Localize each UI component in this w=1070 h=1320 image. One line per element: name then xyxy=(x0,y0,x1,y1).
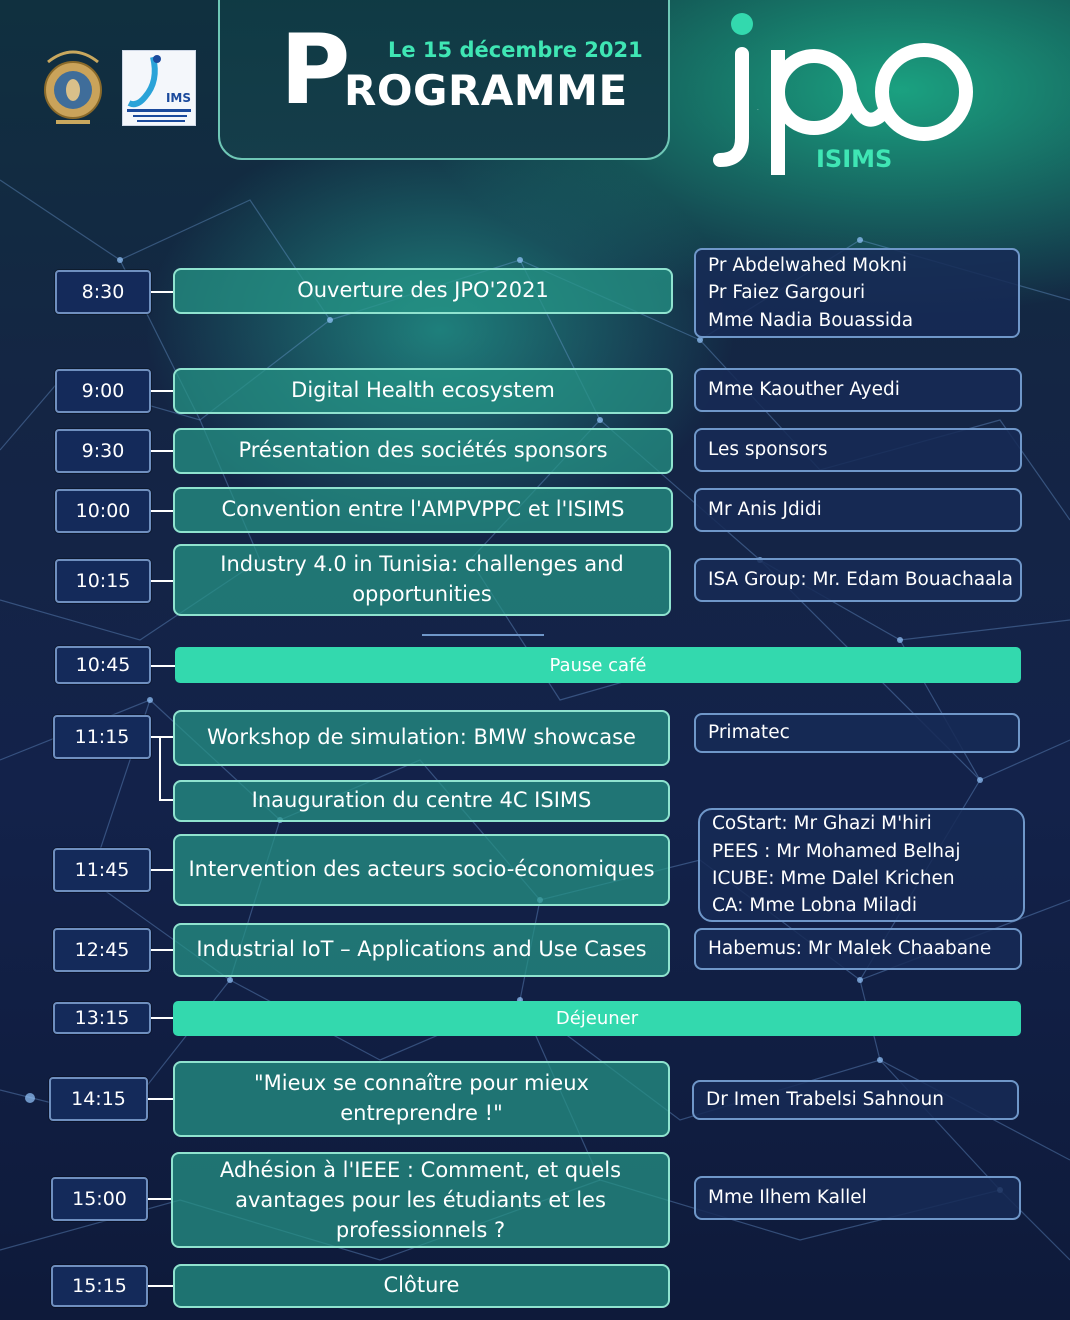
connector-line xyxy=(151,736,173,738)
speaker-box xyxy=(694,248,1020,338)
connector-line xyxy=(148,1098,173,1100)
speaker-name: Mme Nadia Bouassida xyxy=(708,309,914,331)
event-item: Inauguration du centre 4C ISIMS xyxy=(173,780,670,822)
event-item: Industrial IoT – Applications and Use Cases xyxy=(173,923,670,977)
speaker-box xyxy=(692,1080,1019,1120)
time-slot: 10:45 xyxy=(55,646,151,684)
connector-line xyxy=(151,665,175,667)
speaker-box xyxy=(694,928,1022,970)
event-item: Ouverture des JPO'2021 xyxy=(173,268,673,314)
time-slot: 14:15 xyxy=(49,1077,148,1121)
speaker-name: Primatec xyxy=(708,722,790,744)
jpo-logo-text: jpo xyxy=(757,110,759,111)
university-seal-logo xyxy=(40,42,106,128)
time-slot: 12:45 xyxy=(53,928,151,972)
speaker-box xyxy=(694,1176,1021,1220)
time-slot: 15:15 xyxy=(51,1265,148,1307)
speaker-name: Les sponsors xyxy=(708,439,828,461)
time-slot: 9:30 xyxy=(55,429,151,473)
connector-line xyxy=(148,1285,173,1287)
connector-line xyxy=(151,869,173,871)
event-item xyxy=(173,1061,670,1137)
title-initial: P xyxy=(280,14,351,126)
speaker-box xyxy=(694,713,1020,753)
time-slot: 9:00 xyxy=(55,369,151,413)
speaker-name: Mr Anis Jdidi xyxy=(708,499,822,521)
time-slot: 10:15 xyxy=(55,559,151,603)
speaker-name: Mme Kaouther Ayedi xyxy=(708,379,900,401)
lunch-break-bar: Déjeuner xyxy=(173,1001,1021,1036)
connector-line xyxy=(151,949,173,951)
time-slot: 11:45 xyxy=(53,848,151,892)
connector-line xyxy=(151,1017,173,1019)
event-line: professionnels ? xyxy=(335,1218,506,1243)
jpo-subtitle: ISIMS xyxy=(816,145,893,173)
event-item: Clôture xyxy=(173,1264,670,1308)
speaker-name: Mme Ilhem Kallel xyxy=(708,1187,867,1209)
speaker-box xyxy=(698,808,1025,922)
event-item: Présentation des sociétés sponsors xyxy=(173,428,673,474)
event-item xyxy=(171,1152,670,1248)
divider xyxy=(422,634,544,636)
speaker-name: Habemus: Mr Malek Chaabane xyxy=(708,938,992,960)
speaker-box xyxy=(694,368,1022,412)
speaker-name: ICUBE: Mme Dalel Krichen xyxy=(712,868,955,889)
coffee-break-bar: Pause café xyxy=(175,647,1021,683)
connector-line xyxy=(151,450,173,452)
event-item xyxy=(173,544,671,616)
event-line: Industry 4.0 in Tunisia: challenges and xyxy=(220,552,624,577)
connector-line xyxy=(151,580,173,582)
connector-line xyxy=(148,1198,171,1200)
event-item: Digital Health ecosystem xyxy=(173,368,673,414)
speaker-box xyxy=(694,428,1022,472)
event-line: entreprendre !" xyxy=(340,1101,503,1125)
isims-logo-text: IMS xyxy=(165,91,191,105)
event-line: "Mieux se connaître pour mieux xyxy=(254,1071,589,1096)
event-date: Le 15 décembre 2021 xyxy=(388,38,643,62)
time-slot: 15:00 xyxy=(51,1177,148,1221)
connector-line xyxy=(151,390,173,392)
connector-line xyxy=(151,510,173,512)
event-item: Intervention des acteurs socio-économiques xyxy=(173,834,670,906)
time-slot: 11:15 xyxy=(53,715,151,759)
connector-line xyxy=(159,736,161,800)
speaker-name: Pr Faiez Gargouri xyxy=(708,282,866,304)
speaker-name: PEES : Mr Mohamed Belhaj xyxy=(712,840,961,862)
time-slot: 10:00 xyxy=(55,489,151,533)
event-item: Workshop de simulation: BMW showcase xyxy=(173,710,670,766)
time-slot: 13:15 xyxy=(53,1002,151,1034)
event-line: avantages pour les étudiants et les xyxy=(235,1187,606,1212)
connector-line xyxy=(159,799,173,801)
page-title: ROGRAMME xyxy=(344,66,628,115)
speaker-name: Pr Abdelwahed Mokni xyxy=(708,254,908,276)
event-line: Adhésion à l'IEEE : Comment, et quels xyxy=(219,1157,622,1182)
isims-logo xyxy=(122,50,196,126)
speaker-name: CoStart: Mr Ghazi M'hiri xyxy=(712,813,932,835)
speaker-name: Dr Imen Trabelsi Sahnoun xyxy=(706,1089,944,1111)
event-item: Convention entre l'AMPVPPC et l'ISIMS xyxy=(173,487,673,533)
time-slot: 8:30 xyxy=(55,270,151,314)
speaker-box xyxy=(694,558,1022,602)
speaker-box xyxy=(694,488,1022,532)
speaker-name: CA: Mme Lobna Miladi xyxy=(712,895,918,917)
event-line: opportunities xyxy=(352,582,492,606)
speaker-name: ISA Group: Mr. Edam Bouachaala xyxy=(708,569,1013,591)
connector-line xyxy=(151,291,173,293)
